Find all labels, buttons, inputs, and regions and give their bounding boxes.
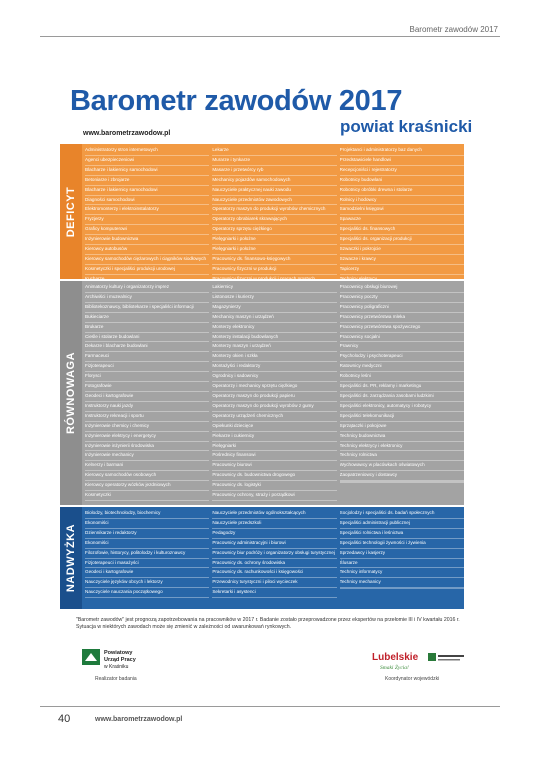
occupation-item: Pracownicy fizyczni w produkcji <box>212 265 336 275</box>
svg-text:w Kraśniku: w Kraśniku <box>104 664 129 670</box>
occupation-item: Specjaliści elektronicy, automatycy i robotycy <box>340 402 464 412</box>
column-1 <box>82 283 209 505</box>
svg-text:Smaki Życia!: Smaki Życia! <box>380 665 409 671</box>
occupation-item: Kelnerzy i barmani <box>85 461 209 471</box>
occupation-item: Ekonomiści <box>85 539 209 549</box>
occupation-item: Bibliotekoznawcy, bibliotekarze i specjaliści informacji <box>85 303 209 313</box>
occupation-item: Lakiernicy <box>212 283 336 293</box>
occupation-item: Pielęgniarki i położne <box>212 245 336 255</box>
occupation-item: Nauczyciele przedmiotów ogólnokształcących <box>212 509 336 519</box>
occupation-item: Pracownicy poczty <box>340 293 464 303</box>
occupation-item: Kosmetyczki <box>85 491 209 501</box>
occupation-item: Inżynierowie elektrycy i energetycy <box>85 432 209 442</box>
occupation-item: Monterzy okien i szkła <box>212 352 336 362</box>
occupation-item: Przewodnicy turystyczni i piloci wycieczek <box>212 578 336 588</box>
occupation-item: Pracownicy socjalni <box>340 333 464 343</box>
occupation-item: Szwacze i krawcy <box>340 255 464 265</box>
occupation-item: Tapicerzy <box>340 265 464 275</box>
bottom-divider <box>40 706 500 707</box>
occupation-item: Sekretarki i asystenci <box>212 588 336 598</box>
occupation-item: Brukarze <box>85 323 209 333</box>
occupation-item: Operatorzy i mechanicy sprzętu ciężkiego <box>212 382 336 392</box>
occupation-item: Inżynierowie budownictwa <box>85 235 209 245</box>
occupation-item: Pielęgniarki <box>212 442 336 452</box>
occupation-item: Ogrodnicy i sadownicy <box>212 372 336 382</box>
occupation-item: Pedagodzy <box>212 529 336 539</box>
occupation-item: Sprzedawcy i kasjerzy <box>340 549 464 559</box>
occupation-item: Specjaliści ds. finansowych <box>340 225 464 235</box>
svg-text:Powiatowy: Powiatowy <box>104 650 133 656</box>
occupation-item: Fizjoterapeuci i masażyści <box>85 559 209 569</box>
occupation-item: Pracownicy przetwórstwa mleka <box>340 313 464 323</box>
occupation-item: Kierowcy samochodów ciężarowych i ciągników siodłowych <box>85 255 209 265</box>
occupation-item: Murarze i tynkarze <box>212 156 336 166</box>
occupation-item: Listonosze i kurierzy <box>212 293 336 303</box>
band-label-text: RÓWNOWAGA <box>65 351 77 435</box>
occupation-item: Piekarze i cukiernicy <box>212 432 336 442</box>
occupation-item: Operatorzy maszyn do produkcji wyrobów z gumy <box>212 402 336 412</box>
occupation-item: Spawacze <box>340 215 464 225</box>
occupation-item: Pracownicy przetwórstwa spożywczego <box>340 323 464 333</box>
occupation-item: Zaopatrzeniowcy i dostawcy <box>340 471 464 481</box>
occupation-item: Operatorzy urządzeń chemicznych <box>212 412 336 422</box>
occupation-item: Socjolodzy i specjaliści ds. badań społecznych <box>340 509 464 519</box>
column-2 <box>209 283 336 505</box>
occupation-item: Ratownicy medyczni <box>340 362 464 372</box>
occupation-item: Operatorzy obrabiarek skrawających <box>212 215 336 225</box>
lubelskie-logo <box>370 647 466 673</box>
occupation-item: Specjaliści ds. PR, reklamy i marketingu <box>340 382 464 392</box>
occupation-item: Ślusarze <box>340 559 464 569</box>
occupation-item: Elektromonterzy i elektroinstalatorzy <box>85 205 209 215</box>
occupation-item: Fotografowie <box>85 382 209 392</box>
occupation-item: Monterzy instalacji budowlanych <box>212 333 336 343</box>
column-1 <box>82 509 209 609</box>
pup-krasnik-logo <box>80 645 180 671</box>
occupation-item: Biolodzy, biotechnolodzy, biochemicy <box>85 509 209 519</box>
band-label-nadwyzka <box>60 507 82 609</box>
occupation-item: Rolnicy i hodowcy <box>340 196 464 206</box>
occupation-item: Robotnicy leśni <box>340 372 464 382</box>
occupation-item: Szwaczki i pokrojcie <box>340 245 464 255</box>
occupation-item: Pielęgniarki i położne <box>212 235 336 245</box>
occupation-item: Pracownicy biur podróży i organizatorzy obsługi turystycznej <box>212 549 336 559</box>
occupation-item: Nauczyciele praktycznej nauki zawodu <box>212 186 336 196</box>
column-3 <box>337 509 464 609</box>
occupation-item: Mechanicy maszyn i urządzeń <box>212 313 336 323</box>
occupation-item: Nauczyciele przedszkoli <box>212 519 336 529</box>
occupation-item: Kierowcy samochodów osobowych <box>85 471 209 481</box>
occupation-item: Pracownicy ds. finansowo-księgowych <box>212 255 336 265</box>
occupation-item: Lekarze <box>212 146 336 156</box>
occupation-item: Specjaliści telekomunikacji <box>340 412 464 422</box>
website-link[interactable]: www.barometrzawodow.pl <box>83 130 171 137</box>
occupation-item: Pośrednicy finansowi <box>212 451 336 461</box>
occupation-item: Pracownicy ochrony, straży i porządkowi <box>212 491 336 501</box>
occupation-item: Magazynierzy <box>212 303 336 313</box>
occupation-item: Operatorzy maszyn do produkcji wyrobów chemicznych <box>212 205 336 215</box>
band-label-rownowaga <box>60 281 82 505</box>
occupation-item: Pracownicy biurowi <box>212 461 336 471</box>
occupation-item: Technicy mechanicy <box>340 578 464 588</box>
occupation-item: Przedstawiciele handlowi <box>340 156 464 166</box>
occupation-item: Technicy elektrycy i elektronicy <box>340 442 464 452</box>
occupation-item: Animatorzy kultury i organizatorzy imprez <box>85 283 209 293</box>
footer-website-link[interactable]: www.barometrzawodow.pl <box>95 716 183 723</box>
occupation-item: Cieśle i stolarze budowlani <box>85 333 209 343</box>
occupation-item: Technicy informatycy <box>340 568 464 578</box>
occupation-item: Dekarze i blacharze budowlani <box>85 342 209 352</box>
page-title: Barometr zawodów 2017 <box>70 85 403 117</box>
occupation-item: Instruktorzy nauki jazdy <box>85 402 209 412</box>
occupation-item: Kosmetyczki i specjaliści produkcji urodowej <box>85 265 209 275</box>
occupation-item: Dziennikarze i redaktorzy <box>85 529 209 539</box>
occupation-item: Inżynierowie chemicy i chemicy <box>85 422 209 432</box>
page-subtitle: powiat kraśnicki <box>340 117 473 136</box>
occupation-item: Specjaliści ds. zarządzania zasobami ludzkimi <box>340 392 464 402</box>
occupation-item: Specjaliści administracji publicznej <box>340 519 464 529</box>
occupation-item <box>340 482 464 483</box>
occupation-item: Robotnicy obróbki drewna i stolarze <box>340 186 464 196</box>
occupation-item: Pracownicy poligraficzni <box>340 303 464 313</box>
occupation-item: Masarze i przetwórcy ryb <box>212 166 336 176</box>
occupation-item: Psycholodzy i psychoterapeuci <box>340 352 464 362</box>
column-1 <box>82 146 209 279</box>
occupation-item: Geodeci i kartografowie <box>85 392 209 402</box>
occupation-item: Farmaceuci <box>85 352 209 362</box>
occupation-item: Graficy komputerowi <box>85 225 209 235</box>
band-rownowaga <box>60 281 464 505</box>
column-2 <box>209 146 336 279</box>
occupation-item: Fryzjerzy <box>85 215 209 225</box>
occupation-item: Monterzy elektronicy <box>212 323 336 333</box>
occupation-item: Pracownicy administracyjni i biurowi <box>212 539 336 549</box>
occupation-item: Agenci ubezpieczeniowi <box>85 156 209 166</box>
occupation-item: Nauczyciele języków obcych i lektorzy <box>85 578 209 588</box>
occupation-item: Mechanicy pojazdów samochodowych <box>212 176 336 186</box>
occupation-item: Pracownicy fizyczni w produkcji i pracach prostych <box>212 275 336 285</box>
occupation-item: Specjaliści technologii żywności i żywienia <box>340 539 464 549</box>
column-2 <box>209 509 336 609</box>
band-label-text: NADWYŻKA <box>65 523 77 593</box>
occupation-item: Instruktorzy rekreacji i sportu <box>85 412 209 422</box>
occupation-item: Fizjoterapeuci <box>85 362 209 372</box>
running-header: Barometr zawodów 2017 <box>409 25 498 34</box>
occupation-item: Specjaliści rolnictwa i leśnictwa <box>340 529 464 539</box>
occupation-item: Monterzy maszyn i urządzeń <box>212 342 336 352</box>
occupation-item: Kierowcy operatorzy wózków jezdniowych <box>85 481 209 491</box>
occupation-item: Specjaliści ds. organizacji produkcji <box>340 235 464 245</box>
occupation-item: Kierowcy autobusów <box>85 245 209 255</box>
band-nadwyzka <box>60 507 464 609</box>
occupation-item: Geodeci i kartografowie <box>85 568 209 578</box>
band-label-text: DEFICYT <box>65 186 77 237</box>
svg-text:Urząd Pracy: Urząd Pracy <box>104 657 136 663</box>
occupation-item: Filozofowie, historycy, politolodzy i kulturoznawcy <box>85 549 209 559</box>
koordynator-label: Koordynator wojewódzki <box>385 676 440 682</box>
occupation-item: Pracownicy ds. rachunkowości i księgowości <box>212 568 336 578</box>
occupation-item: Betoniarze i zbrojarze <box>85 176 209 186</box>
occupation-item: Operatorzy sprzętu ciężkiego <box>212 225 336 235</box>
occupation-item: Pracownicy ds. logistyki <box>212 481 336 491</box>
occupation-item: Sprzątaczki i pokojowe <box>340 422 464 432</box>
occupation-item: Technicy budownictwa <box>340 432 464 442</box>
occupation-item: Nauczyciele nauczania początkowego <box>85 588 209 598</box>
occupation-item: Florysci <box>85 372 209 382</box>
occupation-item: Prawnicy <box>340 342 464 352</box>
occupation-item: Recepcjoniści i rejestratorzy <box>340 166 464 176</box>
occupation-item: Nauczyciele przedmiotów zawodowych <box>212 196 336 206</box>
occupation-item: Kucharze <box>85 275 209 285</box>
realizator-label: Realizator badania <box>95 676 137 682</box>
top-divider <box>40 36 500 37</box>
occupation-item: Pracownicy obsługi biurowej <box>340 283 464 293</box>
occupation-item: Technicy elektrycy <box>340 275 464 285</box>
occupation-item: Archiwiści i muzealnicy <box>85 293 209 303</box>
occupation-item: Technicy rolnictwa <box>340 451 464 461</box>
occupation-item: Administratorzy stron internetowych <box>85 146 209 156</box>
occupation-item: Bukieciarze <box>85 313 209 323</box>
occupation-item: Robotnicy budowlani <box>340 176 464 186</box>
occupation-item: Ekonomiści <box>85 519 209 529</box>
footnote: "Barometr zawodów" jest prognozą zapotrzebowania na pracowników w 2017 r. Badanie zostało przeprowadzone przez ekspertów na przełomie III i IV kwartału 2016 r. Sytuacja w niektórych zawodach może się zmienić w zależności od uwarunkowań rynkowych. <box>76 617 460 630</box>
occupation-item: Blacharze i lakiernicy samochodowi <box>85 166 209 176</box>
occupation-item <box>340 588 464 589</box>
occupation-item: Inżynierowie mechanicy <box>85 451 209 461</box>
occupation-item: Pracownicy ds. budownictwa drogowego <box>212 471 336 481</box>
svg-text:Lubelskie: Lubelskie <box>372 652 419 663</box>
occupation-item: Pracownicy ds. ochrony środowiska <box>212 559 336 569</box>
band-deficyt <box>60 144 464 279</box>
occupation-item: Operatorzy maszyn do produkcji papieru <box>212 392 336 402</box>
occupation-item: Blacharze i lakiernicy samochodowi <box>85 186 209 196</box>
column-3 <box>337 283 464 505</box>
column-3 <box>337 146 464 279</box>
band-label-deficyt <box>60 144 82 279</box>
occupation-item: Diagności samochodowi <box>85 196 209 206</box>
occupation-item: Montażyści i redaktorzy <box>212 362 336 372</box>
occupation-item: Inżynierowie inżynierii środowiska <box>85 442 209 452</box>
page-number: 40 <box>58 713 71 725</box>
occupation-item: Samodzielni księgowi <box>340 205 464 215</box>
occupation-item: Wychowawcy w placówkach oświatowych <box>340 461 464 471</box>
occupation-item: Opiekunki dziecięce <box>212 422 336 432</box>
occupation-item: Projektanci i administratorzy baz danych <box>340 146 464 156</box>
